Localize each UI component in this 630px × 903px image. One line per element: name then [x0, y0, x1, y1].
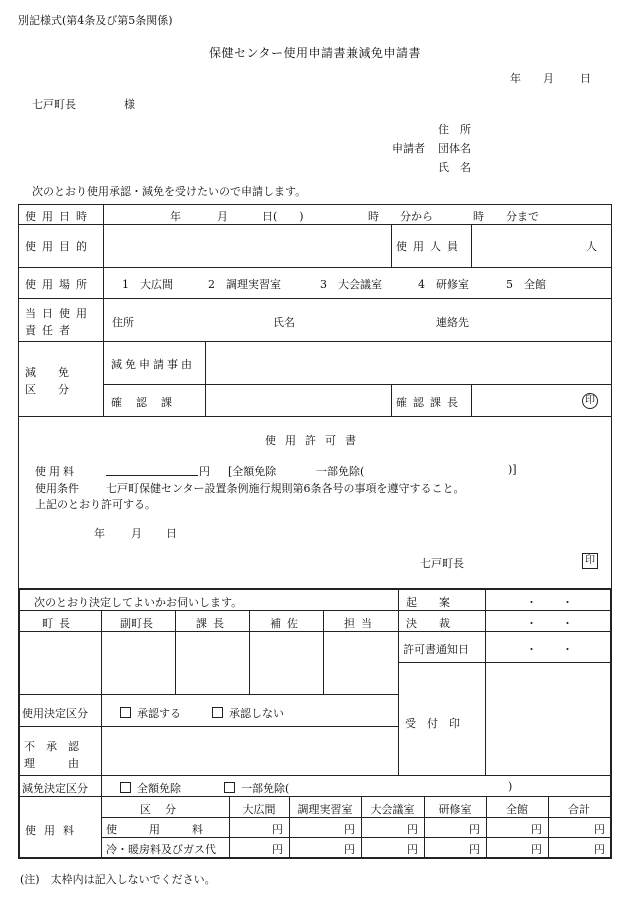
- exempt-close-paren: ): [508, 780, 513, 793]
- fee-header-category: 区分: [140, 803, 190, 816]
- exempt-full-option[interactable]: 全額免除: [120, 780, 181, 796]
- notice-date-label: 許可書通知日: [403, 643, 469, 656]
- internal-inquiry: 次のとおり決定してよいかお伺いします。: [34, 596, 243, 609]
- permit-partial-exempt: 一部免除(: [316, 465, 365, 478]
- receipt-stamp-label: 受 付 印: [405, 717, 460, 730]
- approve-checkbox[interactable]: [120, 707, 131, 718]
- place-option-4[interactable]: 4 研修室: [418, 278, 469, 291]
- use-end-minute[interactable]: 分まで: [506, 210, 539, 223]
- approver-section-chief: 課長: [196, 617, 230, 630]
- permit-date-day: 日: [166, 527, 177, 540]
- approver-staff: 担当: [344, 617, 378, 630]
- permit-fee-unit: 円: [199, 465, 210, 478]
- fee-block-label: 使用料: [25, 824, 82, 837]
- place-label: 使用場所: [25, 278, 93, 291]
- date-year: 年: [510, 72, 521, 85]
- permit-fee-label: 使用料: [35, 465, 77, 478]
- decision-dot-2: ・: [562, 617, 573, 630]
- permit-conditions-text: 七戸町保健センター設置条例施行規則第6条各号の事項を遵守すること。: [106, 482, 465, 495]
- permit-approve-text: 上記のとおり許可する。: [35, 498, 156, 511]
- page-title: 保健センター使用申請書兼減免申請書: [208, 46, 422, 60]
- responsible-label-2: 責任者: [25, 324, 76, 337]
- place-option-5[interactable]: 5 全館: [506, 278, 546, 291]
- permit-close-bracket: )]: [508, 463, 517, 476]
- exemption-reason-label: 減免申請事由: [111, 358, 195, 371]
- responsible-contact-label: 連絡先: [436, 316, 469, 329]
- applicant-org-label: 団体名: [438, 142, 471, 155]
- date-day: 日: [580, 72, 591, 85]
- fee-row-hvac-label: 冷・暖房料及びガス代: [106, 843, 216, 856]
- applicant-label: 申請者: [392, 142, 425, 155]
- use-decision-label: 使用決定区分: [22, 707, 88, 720]
- exempt-partial-checkbox[interactable]: [224, 782, 235, 793]
- purpose-label: 使用目的: [25, 240, 93, 253]
- permit-date-month: 月: [131, 527, 142, 540]
- place-option-1[interactable]: 1 大広間: [122, 278, 173, 291]
- place-option-2[interactable]: 2 調理実習室: [208, 278, 281, 291]
- reject-option[interactable]: 承認しない: [212, 705, 284, 721]
- exemption-reason-field[interactable]: [206, 342, 611, 383]
- honorific: 様: [124, 98, 135, 111]
- date-month: 月: [543, 72, 554, 85]
- decision-dot-1: ・: [526, 617, 537, 630]
- fee-cell: 円: [344, 843, 355, 856]
- place-option-3[interactable]: 3 大会議室: [320, 278, 382, 291]
- intro-text: 次のとおり使用承認・減免を受けたいので申請します。: [32, 185, 307, 198]
- permit-conditions-label: 使用条件: [35, 482, 79, 495]
- exemption-label-2: 区 分: [25, 383, 69, 396]
- fee-cell: 円: [272, 843, 283, 856]
- fee-header-total: 合計: [568, 803, 590, 816]
- fee-cell: 円: [272, 823, 283, 836]
- fee-header-hall: 大広間: [242, 803, 276, 816]
- fee-cell: 円: [344, 823, 355, 836]
- use-start-hour[interactable]: 時: [368, 210, 379, 223]
- reject-reason-label-2: 理 由: [24, 757, 79, 770]
- exemption-label-1: 減 免: [25, 366, 69, 379]
- use-date-year[interactable]: 年: [170, 210, 181, 223]
- people-unit: 人: [586, 240, 597, 253]
- confirm-dept-label: 確認課: [111, 396, 186, 409]
- fee-header-conference: 大会議室: [370, 803, 415, 816]
- responsible-name-label: 氏名: [273, 316, 295, 329]
- fee-cell: 円: [407, 823, 418, 836]
- exempt-decision-label: 減免決定区分: [22, 782, 88, 795]
- use-start-minute[interactable]: 分から: [400, 210, 433, 223]
- use-date-day[interactable]: 日( ): [262, 210, 304, 223]
- draft-dot-2: ・: [562, 596, 573, 609]
- footer-note: (注) 太枠内は記入しないでください。: [20, 873, 216, 886]
- use-end-hour[interactable]: 時: [473, 210, 484, 223]
- fee-cell: 円: [469, 843, 480, 856]
- applicant-name-label: 氏 名: [438, 161, 471, 174]
- exempt-partial-option[interactable]: 一部免除(: [224, 780, 289, 796]
- notice-dot-1: ・: [526, 643, 537, 656]
- permit-seal-icon: 印: [582, 553, 598, 569]
- permit-title: 使用許可書: [265, 434, 365, 447]
- people-label: 使用人員: [396, 240, 464, 253]
- use-datetime-label: 使用日時: [25, 210, 93, 223]
- fee-header-training: 研修室: [438, 803, 472, 816]
- confirm-chief-label: 確認課長: [396, 396, 464, 409]
- seal-icon: 印: [582, 393, 598, 409]
- notice-dot-2: ・: [562, 643, 573, 656]
- permit-date-year: 年: [94, 527, 105, 540]
- use-date-month[interactable]: 月: [217, 210, 228, 223]
- exempt-full-checkbox[interactable]: [120, 782, 131, 793]
- fee-cell: 円: [594, 823, 605, 836]
- addressee: 七戸町長: [32, 98, 76, 111]
- approver-mayor: 町長: [42, 617, 76, 630]
- responsible-address-label: 住所: [112, 316, 134, 329]
- reject-checkbox[interactable]: [212, 707, 223, 718]
- decision-label: 決 裁: [406, 617, 450, 630]
- fee-cell: 円: [469, 823, 480, 836]
- purpose-field[interactable]: [104, 225, 390, 266]
- permit-full-exempt: [全額免除: [228, 465, 277, 478]
- fee-row-usage-label: 使用料: [106, 823, 235, 836]
- fee-cell: 円: [531, 843, 542, 856]
- applicant-address-label: 住 所: [438, 123, 471, 136]
- reject-reason-label-1: 不 承 認: [24, 740, 79, 753]
- permit-issuer: 七戸町長: [420, 557, 464, 570]
- approver-deputy-mayor: 副町長: [120, 617, 153, 630]
- draft-label: 起 案: [406, 596, 450, 609]
- responsible-label-1: 当日使用: [25, 307, 93, 320]
- draft-dot-1: ・: [526, 596, 537, 609]
- approver-assistant: 補佐: [270, 617, 304, 630]
- fee-header-whole: 全館: [506, 803, 528, 816]
- fee-cell: 円: [531, 823, 542, 836]
- form-reference: 別記様式(第4条及び第5条関係): [18, 14, 173, 27]
- fee-header-kitchen: 調理実習室: [297, 803, 353, 816]
- fee-cell: 円: [407, 843, 418, 856]
- fee-cell: 円: [594, 843, 605, 856]
- approve-option[interactable]: 承認する: [120, 705, 181, 721]
